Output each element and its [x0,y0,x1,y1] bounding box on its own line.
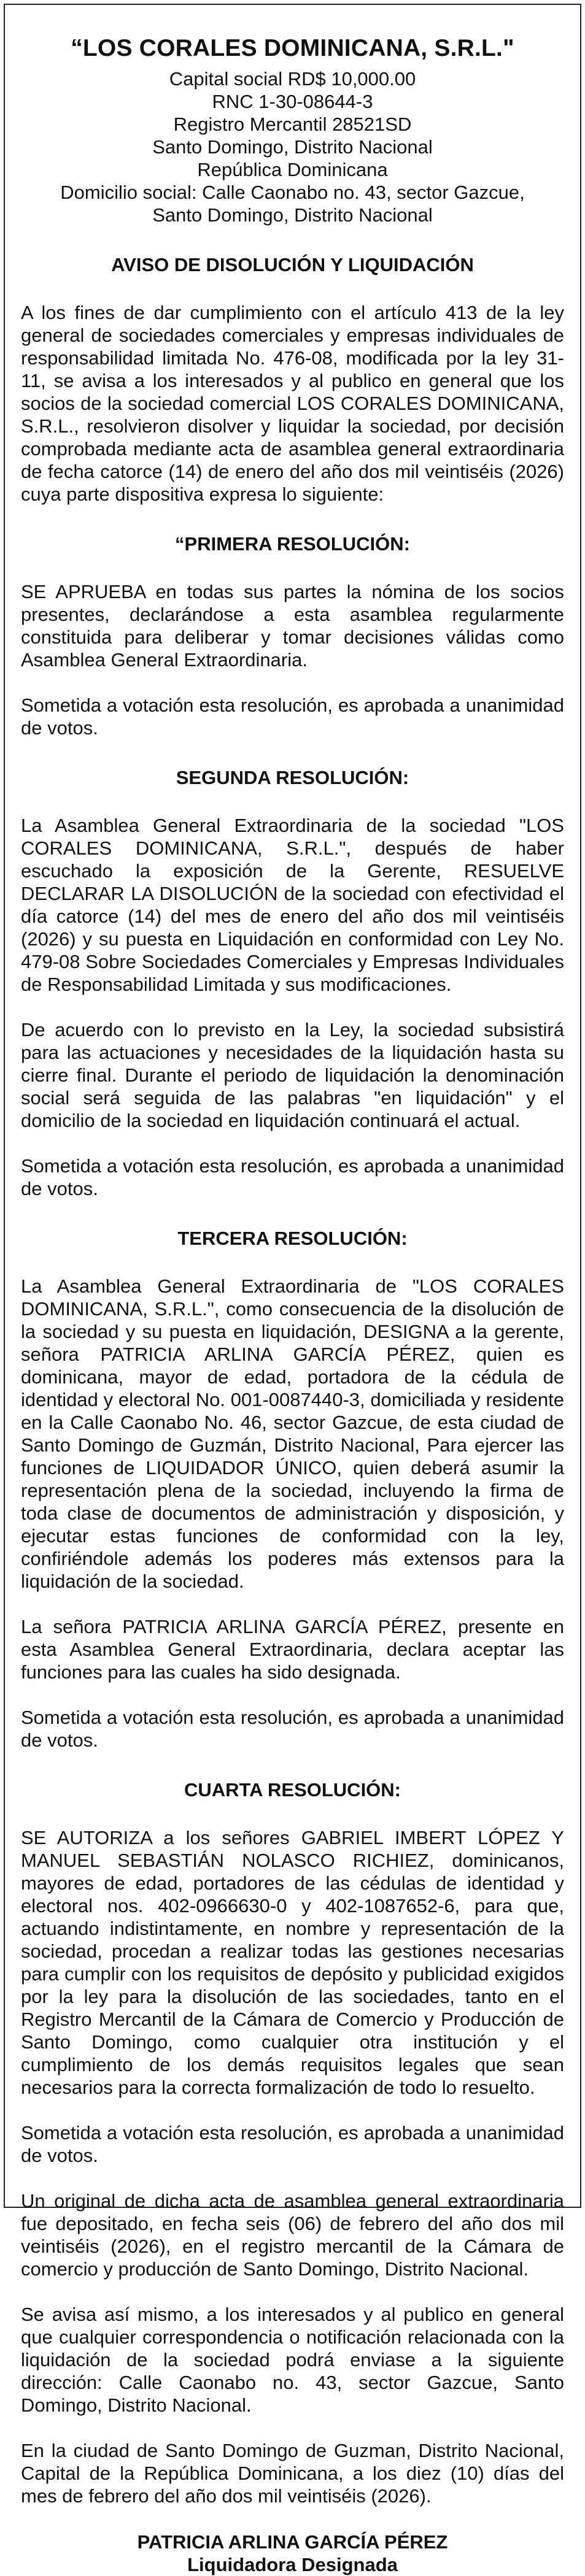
fourth-resolution-title: CUARTA RESOLUCIÓN: [184,1779,401,1801]
third-resolution-title: TERCERA RESOLUCIÓN: [177,1228,408,1249]
third-resolution-paragraph: La Asamblea General Extraordinaria de "LOS CORALES DOMINICANA, S.R.L.", como consecuencia de la disolución de la sociedad y su puesta en liquidación, DESIGNA a la gerente, señora PATRICIA ARLINA GARCÍA PÉREZ, quien es dominicana, mayor de edad, portadora de la cédula de identidad y electoral No. 001-0087440-3, domiciliada y residente en la Calle Caonabo No. 46, sector Gazcue, de esta ciudad de Santo Domingo de Guzmán, Distrito Nacional, Para ejercer las funciones de LIQUIDADOR ÚNICO, quien deberá asumir la representación plena de la sociedad, incluyendo la firma de toda clase de documentos de administración y disposición, y ejecutar estas funciones de conformidad con la ley, confiriéndole además los poderes más extensos para la liquidación de la sociedad. [21,1275,564,1592]
first-resolution-vote: Sometida a votación esta resolución, es aprobada a unanimidad de votos. [21,694,564,739]
second-resolution-title: SEGUNDA RESOLUCIÓN: [176,767,409,788]
header-country: República Dominicana [197,159,388,180]
header-domicilio-city: Santo Domingo, Distrito Nacional [152,204,433,226]
fourth-resolution-vote: Sometida a votación esta resolución, es aprobada a unanimidad de votos. [21,2122,564,2166]
company-name: “LOS CORALES DOMINICANA, S.R.L." [71,35,514,61]
signatory-role: Liquidadora Designada [187,2554,398,2575]
correspondence-paragraph: Se avisa así mismo, a los interesados y al publico en general que cualquier correspondencia o notificación relacionada con la liquidación de la sociedad podrá enviase a la siguiente dirección: Calle Caonabo no. 43, sector Gazcue, Santo Domingo, Distrito Nacional. [21,2304,564,2416]
second-resolution-paragraph: La Asamblea General Extraordinaria de la sociedad "LOS CORALES DOMINICANA, S.R.L.", después de haber escuchado la exposición de la Gerente, RESUELVE DECLARAR LA DISOLUCIÓN de la sociedad con efectividad el día catorce (14) del mes de enero del año dos mil veintiséis (2026) y su puesta en Liquidación en conformidad con Ley No. 479-08 Sobre Sociedades Comerciales y Empresas Individuales de Responsabilidad Limitada y sus modificaciones. [21,815,564,995]
second-resolution-paragraph: De acuerdo con lo previsto en la Ley, la sociedad subsistirá para las actuaciones y necesidades de la liquidación hasta su cierre final. Durante el periodo de liquidación la denominación social será seguida de las palabras "en liquidación" y el domicilio de la sociedad en liquidación continuará el actual. [21,1019,564,1131]
notice-frame [4,4,581,2575]
company-header [21,67,564,226]
header-domicilio: Domicilio social: Calle Caonabo no. 43, sector Gazcue, [60,182,525,203]
signatory-name: PATRICIA ARLINA GARCÍA PÉREZ [137,2531,448,2553]
first-resolution-title: “PRIMERA RESOLUCIÓN: [175,533,410,555]
first-resolution-paragraph: SE APRUEBA en todas sus partes la nómina de los socios presentes, declarándose a esta asamblea regularmente constituida para deliberar y tomar decisiones válidas como Asamblea General Extraordinaria. [21,581,564,671]
second-resolution-vote: Sometida a votación esta resolución, es aprobada a unanimidad de votos. [21,1155,564,1199]
place-date-paragraph: En la ciudad de Santo Domingo de Guzman, Distrito Nacional, Capital de la República Dominicana, a los diez (10) días del mes de febrero del año dos mil veintiséis (2026). [21,2440,564,2507]
header-capital: Capital social RD$ 10,000.00 [169,68,416,90]
third-resolution-vote: Sometida a votación esta resolución, es aprobada a unanimidad de votos. [21,1707,564,1751]
fourth-resolution-paragraph: SE AUTORIZA a los señores GABRIEL IMBERT LÓPEZ Y MANUEL SEBASTIÁN NOLASCO RICHIEZ, dominicanos, mayores de edad, portadores de las cédulas de identidad y electoral nos. 402-0966630-0 y 402-1087652-6, para que, actuando indistintamente, en nombre y representación de la sociedad, procedan a realizar todas las gestiones necesarias para cumplir con los requisitos de depósito y publicidad exigidos por la ley para la disolución de las sociedades, tanto en el Registro Mercantil de la Cámara de Comercio y Producción de Santo Domingo, como cualquier otra institución y el cumplimiento de los demás requisitos legales que sean necesarios para la correcta formalización de todo lo resuelto. [21,1827,564,2098]
notice-title: AVISO DE DISOLUCIÓN Y LIQUIDACIÓN [111,254,474,275]
header-rnc: RNC 1-30-08644-3 [212,91,373,112]
notice-content [21,34,564,2576]
third-resolution-paragraph: La señora PATRICIA ARLINA GARCÍA PÉREZ, presente en esta Asamblea General Extraordinaria, declara aceptar las funciones para las cuales ha sido designada. [21,1616,564,1683]
header-city: Santo Domingo, Distrito Nacional [152,136,433,158]
signature-block [21,2531,564,2576]
header-registro: Registro Mercantil 28521SD [173,113,412,135]
intro-paragraph: A los fines de dar cumplimiento con el artículo 413 de la ley general de sociedades comerciales y empresas individuales de responsabilidad limitada No. 476-08, modificada por la ley 31-11, se avisa a los interesados y al publico en general que los socios de la sociedad comercial LOS CORALES DOMINICANA, S.R.L., resolvieron disolver y liquidar la sociedad, por decisión comprobada mediante acta de asamblea general extraordinaria de fecha catorce (14) de enero del año dos mil veintiséis (2026) cuya parte dispositiva expresa lo siguiente: [21,302,564,505]
deposit-paragraph: Un original de dicha acta de asamblea general extraordinaria fue depositado, en fecha seis (06) de febrero del año dos mil veintiséis (2026), en el registro mercantil de la Cámara de comercio y producción de Santo Domingo, Distrito Nacional. [21,2190,564,2280]
